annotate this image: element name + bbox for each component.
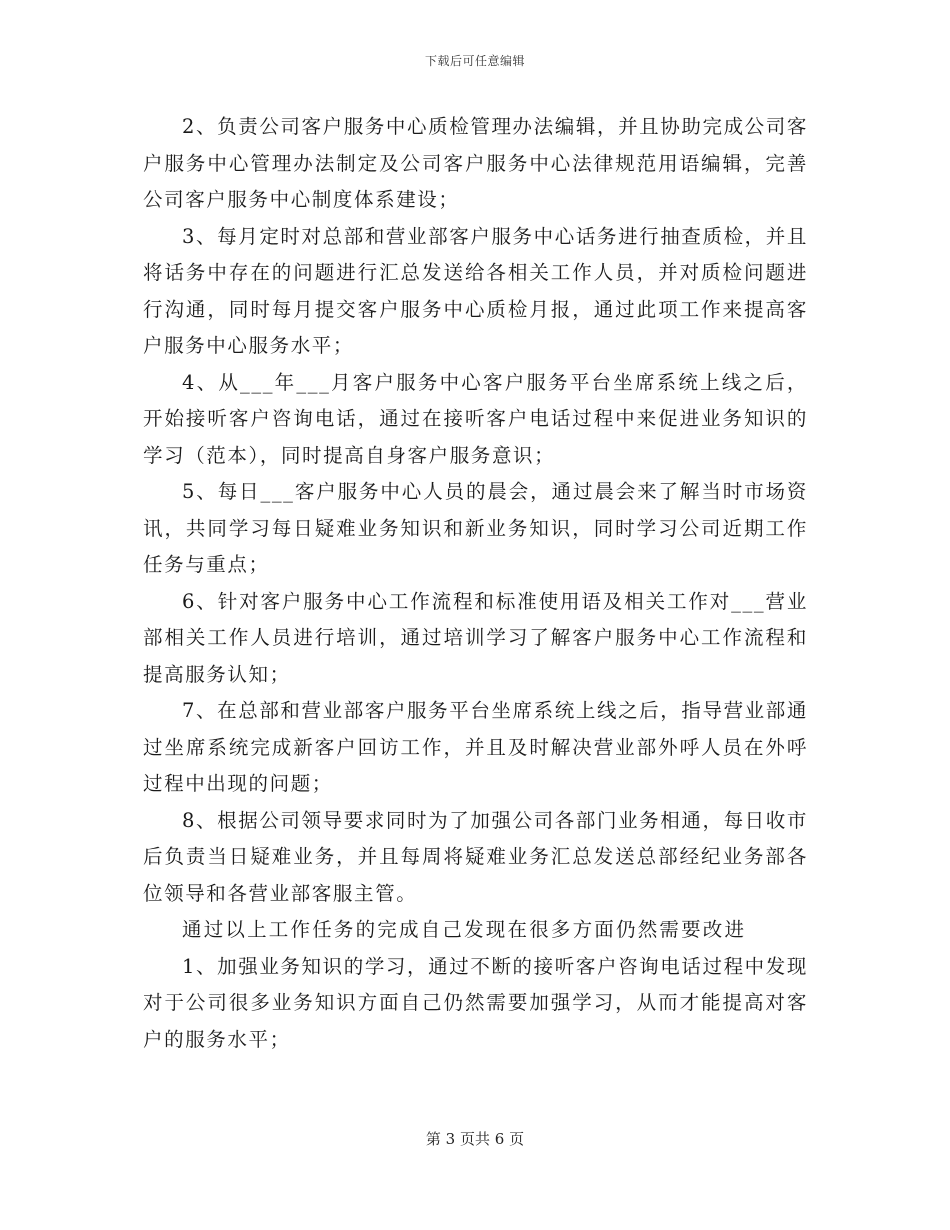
- page-header: 下载后可任意编辑: [424, 54, 525, 68]
- paragraph-item-4: 4、从___年___月客户服务中心客户服务平台坐席系统上线之后，开始接听客户咨询电话，通过在接听客户电话过程中来促进业务知识的学习（范本），同时提高自身客户服务意识；: [143, 370, 808, 467]
- paragraph-item-5: 5、每日___客户服务中心人员的晨会，通过晨会来了解当时市场资讯，共同学习每日疑难业务知识和新业务知识，同时学习公司近期工作任务与重点；: [143, 480, 808, 576]
- page-number: 第 3 页共 6 页: [425, 1130, 525, 1148]
- paragraph-item-6: 6、针对客户服务中心工作流程和标准使用语及相关工作对___营业部相关工作人员进行培训，通过培训学习了解客户服务中心工作流程和提高服务认知；: [143, 589, 808, 686]
- paragraph-item-2: 2、负责公司客户服务中心质检管理办法编辑，并且协助完成公司客户服务中心管理办法制定及公司客户服务中心法律规范用语编辑，完善公司客户服务中心制度体系建设；: [143, 115, 808, 211]
- improvement-item-1: 1、加强业务知识的学习，通过不断的接听客户咨询电话过程中发现对于公司很多业务知识方面自己仍然需要加强学习，从而才能提高对客户的服务水平；: [143, 954, 808, 1051]
- paragraph-item-3: 3、每月定时对总部和营业部客户服务中心话务进行抽查质检，并且将话务中存在的问题进行汇总发送给各相关工作人员，并对质检问题进行沟通，同时每月提交客户服务中心质检月报，通过此项工作来提高客户服务中心服务水平；: [143, 224, 808, 357]
- improvement-intro: 通过以上工作任务的完成自己发现在很多方面仍然需要改进: [182, 918, 747, 941]
- paragraph-item-8: 8、根据公司领导要求同时为了加强公司各部门业务相通，每日收市后负责当日疑难业务，并且每周将疑难业务汇总发送总部经纪业务部各位领导和各营业部客服主管。: [143, 808, 808, 905]
- document-body: [143, 109, 808, 1058]
- paragraph-item-7: 7、在总部和营业部客户服务平台坐席系统上线之后，指导营业部通过坐席系统完成新客户回访工作，并且及时解决营业部外呼人员在外呼过程中出现的问题；: [143, 699, 808, 795]
